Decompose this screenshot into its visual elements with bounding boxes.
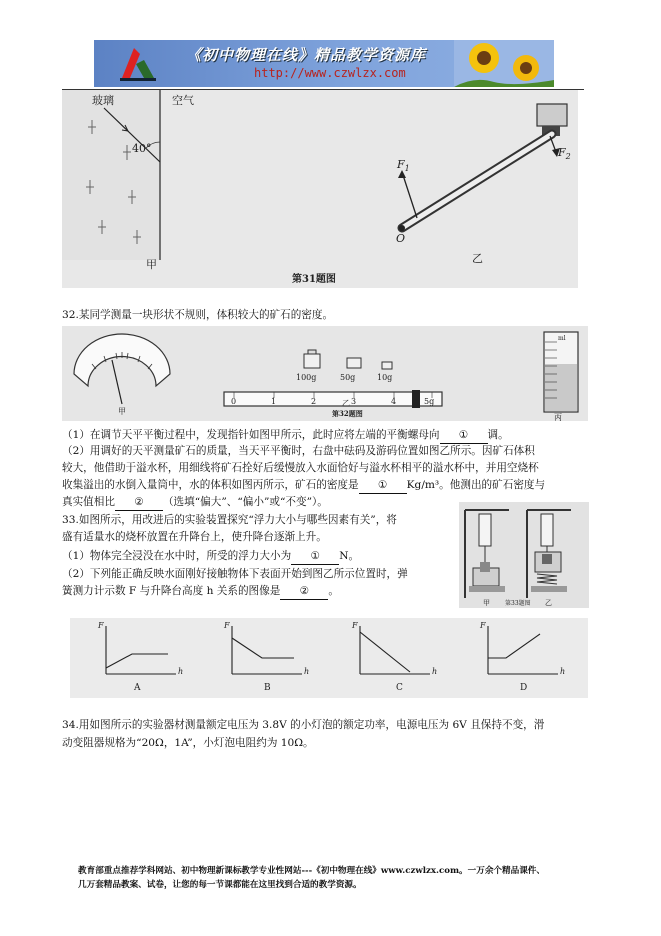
graph-option-d[interactable]: D	[520, 683, 528, 693]
graph-d-f: F	[480, 621, 486, 630]
figure-31-drawing	[62, 90, 578, 288]
blank-q33-1[interactable]: ①	[291, 549, 339, 565]
label-bing: 丙	[554, 413, 562, 421]
scale-4: 4	[391, 397, 397, 406]
graph-d-h: h	[560, 667, 566, 676]
graph-c-f: F	[352, 621, 358, 630]
scale-3: 3	[351, 397, 357, 406]
scale-1: 1	[271, 397, 277, 406]
caption-31: 第31题图	[292, 274, 336, 285]
footer-line2: 几万套精品教案、试卷，让您的每一节课都能在这里找到合适的教学资源。	[78, 880, 362, 890]
q32-part2-line2: 较大，他借助于溢水杯，用细线将矿石拴好后缓慢放入水面恰好与溢水杯相平的溢水杯中，并用空烧杯	[62, 462, 539, 474]
label-f1-sub: 1	[404, 164, 410, 173]
label-yi-33: 乙	[545, 599, 552, 607]
label-angle: 40°	[132, 142, 152, 155]
blank-q32-2b[interactable]: ②	[115, 495, 163, 511]
label-jia-32: 甲	[118, 407, 126, 416]
weight-50g: 50g	[340, 373, 356, 382]
scale-5g: 5g	[424, 397, 435, 406]
footer-line1: 教育部重点推荐学科网站、初中物理新课标教学专业性网站---《初中物理在线》www.czwlzx.com。一万余个精品课件、	[78, 866, 545, 876]
weight-10g: 10g	[377, 373, 393, 382]
q32-part2-line3: 收集溢出的水倒入量筒中，水的体积如图丙所示，矿石的密度是 ① Kg/m³。他测出的矿石密度与	[62, 478, 545, 494]
figure-31	[62, 90, 578, 288]
label-yi: 乙	[472, 252, 483, 265]
q32-stem: 32.某同学测量一块形状不规则，体积较大的矿石的密度。	[62, 309, 334, 321]
label-jia: 甲	[146, 258, 157, 271]
figure-33-drawing	[459, 502, 589, 608]
q33-part1: （1）物体完全浸没在水中时，所受的浮力大小为 ① N。	[62, 549, 359, 565]
weight-100g: 100g	[296, 373, 317, 382]
label-o: O	[396, 232, 406, 245]
graph-options	[70, 618, 588, 698]
footer	[78, 864, 545, 892]
q32-part2-line1: （2）用调好的天平测量矿石的质量，当天平平衡时，右盘中砝码及游码位置如图乙所示。因矿石体积	[62, 445, 535, 457]
label-yi-32: 乙	[342, 399, 350, 408]
label-f1: F	[397, 158, 405, 171]
graph-option-c[interactable]: C	[396, 683, 403, 693]
graph-a-h: h	[178, 667, 184, 676]
graph-option-a[interactable]: A	[134, 683, 141, 693]
banner-url: http://www.czwlzx.com	[254, 66, 406, 80]
graph-c-h: h	[432, 667, 438, 676]
blank-q32-1[interactable]: ①	[440, 428, 488, 444]
graph-b-f: F	[224, 621, 230, 630]
label-air: 空气	[172, 94, 194, 107]
graph-option-b[interactable]: B	[264, 683, 271, 693]
label-f2-sub: 2	[565, 152, 571, 161]
logo-icon	[114, 44, 162, 82]
caption-33: 第33题图	[505, 600, 531, 607]
blank-q33-2[interactable]: ②	[280, 584, 328, 600]
header-banner	[94, 40, 554, 87]
sunflower-icon	[454, 40, 554, 87]
cylinder-unit: ml	[558, 335, 566, 342]
figure-32-drawing	[62, 326, 588, 421]
scale-2: 2	[311, 397, 317, 406]
figure-33	[459, 502, 589, 608]
q32-part2-line4: 真实值相比 ② （选填“偏大”、“偏小”或“不变”）。	[62, 495, 328, 511]
label-f2: F	[558, 146, 566, 159]
q33-part2-line1: （2）下列能正确反映水面刚好接触物体下表面开始到图乙所示位置时，弹	[62, 568, 408, 580]
graph-b-h: h	[304, 667, 310, 676]
q33-part2-line2: 簧测力计示数 F 与升降台高度 h 关系的图像是 ② 。	[62, 584, 339, 600]
q34-line1: 34.用如图所示的实验器材测量额定电压为 3.8V 的小灯泡的额定功率，电源电压为 6V 且保持不变，滑	[62, 719, 545, 731]
figure-32	[62, 326, 588, 421]
caption-32: 第32题图	[332, 409, 363, 418]
blank-q32-2a[interactable]: ①	[359, 478, 407, 494]
q32-part1: （1）在调节天平平衡过程中，发现指针如图甲所示，此时应将左端的平衡螺母向 ① 调。	[62, 428, 509, 444]
q33-line1: 33.如图所示，用改进后的实验装置探究“浮力大小与哪些因素有关”，将	[62, 514, 397, 526]
label-glass: 玻璃	[92, 94, 114, 107]
q33-line2: 盛有适量水的烧杯放置在升降台上，使升降台逐渐上升。	[62, 531, 327, 543]
scale-0: 0	[231, 397, 237, 406]
q34-line2: 动变阻器规格为“20Ω，1A”，小灯泡电阻约为 10Ω。	[62, 737, 314, 749]
graph-a-f: F	[98, 621, 104, 630]
label-jia-33: 甲	[483, 599, 490, 607]
banner-title: 《初中物理在线》精品教学资源库	[186, 46, 427, 64]
figure-33-graphs	[70, 618, 588, 698]
